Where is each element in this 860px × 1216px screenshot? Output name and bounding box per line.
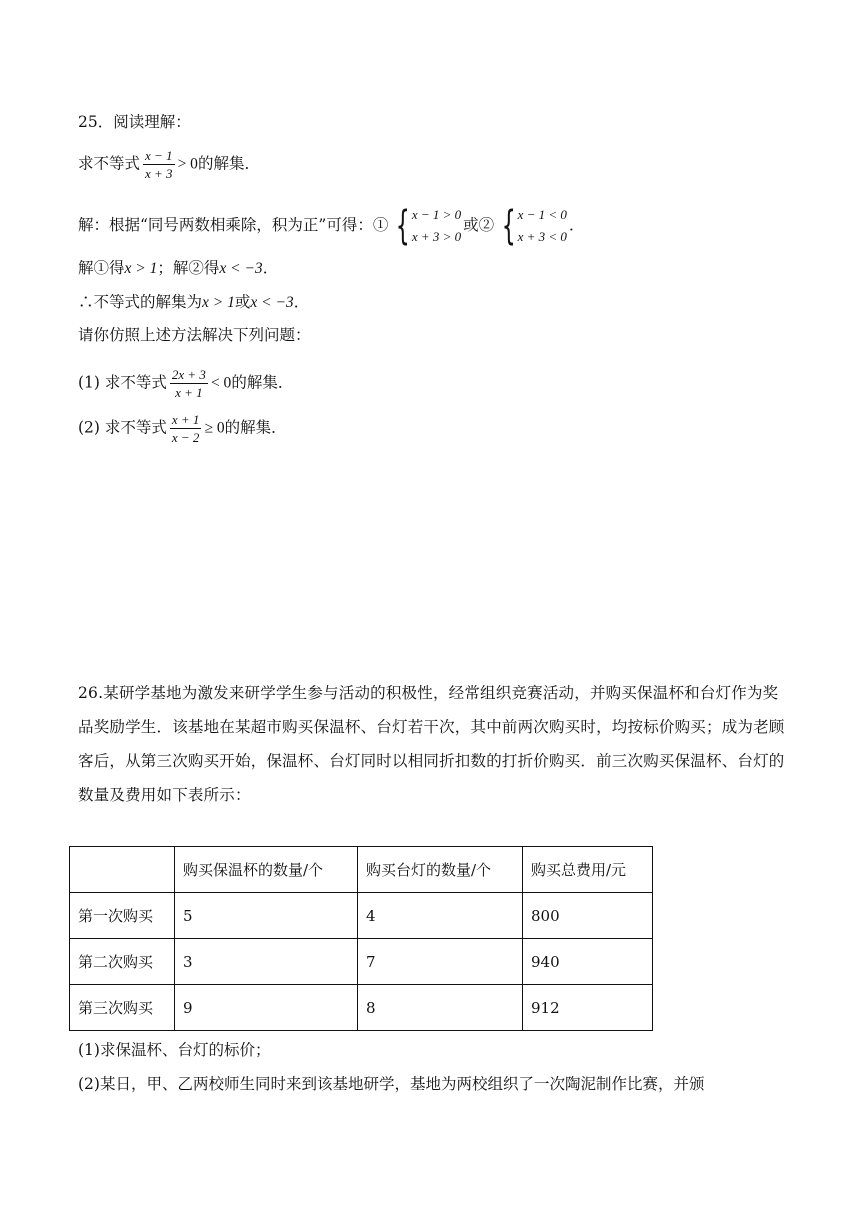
q25-solution-end: ．	[568, 216, 585, 234]
problem-2-fraction	[170, 411, 202, 446]
table-row	[70, 939, 653, 985]
table-header-cell: 购买保温杯的数量/个	[175, 847, 358, 893]
fraction-denominator: x + 1	[175, 385, 203, 400]
table-cell: 第一次购买	[70, 893, 175, 939]
q25-intro-relation: > 0	[177, 155, 198, 173]
q25-system-1	[390, 204, 461, 248]
q25-title: 25．阅读理解：	[78, 113, 191, 131]
q26-sub-1: (1)求保温杯、台灯的标价；	[78, 1041, 271, 1059]
fraction-numerator: 2x + 3	[171, 367, 206, 382]
q25-solution-pre: 解：根据“同号两数相乘除，积为正”可得：①	[78, 216, 389, 234]
table-cell: 800	[523, 893, 653, 939]
text: ∴不等式的解集为	[78, 293, 203, 311]
table-header-row	[70, 847, 653, 893]
brace-icon: {	[501, 203, 516, 249]
text: 的解集．	[231, 373, 294, 392]
q26-sub-2: (2)某日，甲、乙两校师生同时来到该基地研学，基地为两校组织了一次陶泥制作比赛，并颁	[78, 1075, 705, 1093]
text: 解①得	[78, 259, 125, 277]
system-1-line-b: x + 3 > 0	[411, 229, 462, 244]
table-cell: 7	[358, 939, 523, 985]
table-cell: 3	[175, 939, 358, 985]
table-cell: 8	[358, 985, 523, 1031]
brace-icon: {	[396, 203, 411, 249]
q25-solution-or: 或②	[463, 216, 495, 234]
table-header-cell	[70, 847, 175, 893]
system-2-line-b: x + 3 < 0	[517, 229, 567, 244]
math: x > 1	[124, 260, 158, 277]
math: x < −3	[219, 260, 263, 277]
table-row	[70, 985, 653, 1031]
table-cell: 912	[523, 985, 653, 1031]
purchase-table	[69, 846, 653, 1031]
problem-1-fraction	[170, 366, 208, 401]
text: ．	[262, 259, 279, 277]
fraction-numerator: x − 1	[145, 148, 173, 163]
table-cell: 5	[175, 893, 358, 939]
text: ；解②得	[157, 259, 220, 277]
fraction-denominator: x + 3	[145, 166, 173, 181]
math: x < −3	[250, 294, 294, 311]
table-cell: 9	[175, 985, 358, 1031]
table-row	[70, 893, 653, 939]
q25-intro	[78, 147, 260, 182]
table-cell: 4	[358, 893, 523, 939]
relation: ≥ 0	[204, 419, 225, 437]
text: 的解集．	[224, 418, 287, 437]
relation: < 0	[210, 374, 232, 392]
q25-problem-2	[78, 411, 287, 446]
math: x > 1	[202, 294, 235, 311]
text: 或	[234, 293, 251, 311]
q25-solution	[78, 204, 584, 248]
table-cell: 第三次购买	[70, 985, 175, 1031]
q25-problem-1	[78, 366, 293, 401]
fraction-denominator: x − 2	[171, 430, 200, 445]
text: (2) 求不等式	[78, 418, 167, 437]
q25-line-4	[78, 292, 309, 313]
table-header-cell: 购买台灯的数量/个	[358, 847, 523, 893]
q25-line-5: 请你仿照上述方法解决下列问题：	[78, 326, 311, 344]
q26-paragraph: 26.某研学基地为激发来研学学生参与活动的积极性，经常组织竞赛活动，并购买保温杯和台灯作为奖品奖励学生．该基地在某超市购买保温杯、台灯若干次，其中前两次购买时，均按标价购买；成为老顾客后，从第三次购买开始，保温杯、台灯同时以相同折扣数的打折价购买．前三次购买保温杯、台灯的数量及费用如下表所示：	[78, 684, 785, 804]
table-cell: 第二次购买	[70, 939, 175, 985]
q25-intro-pre: 求不等式	[78, 154, 141, 173]
q25-intro-post: 的解集．	[197, 154, 260, 173]
table-cell: 940	[523, 939, 653, 985]
table-header-cell: 购买总费用/元	[523, 847, 653, 893]
fraction-numerator: x + 1	[171, 412, 200, 427]
system-2-line-a: x − 1 < 0	[517, 207, 567, 222]
text: (1) 求不等式	[78, 373, 167, 392]
q25-system-2	[496, 204, 567, 248]
q25-intro-fraction	[143, 147, 175, 182]
system-1-line-a: x − 1 > 0	[411, 207, 462, 222]
text: ．	[293, 293, 310, 311]
q25-line-3	[78, 258, 278, 279]
